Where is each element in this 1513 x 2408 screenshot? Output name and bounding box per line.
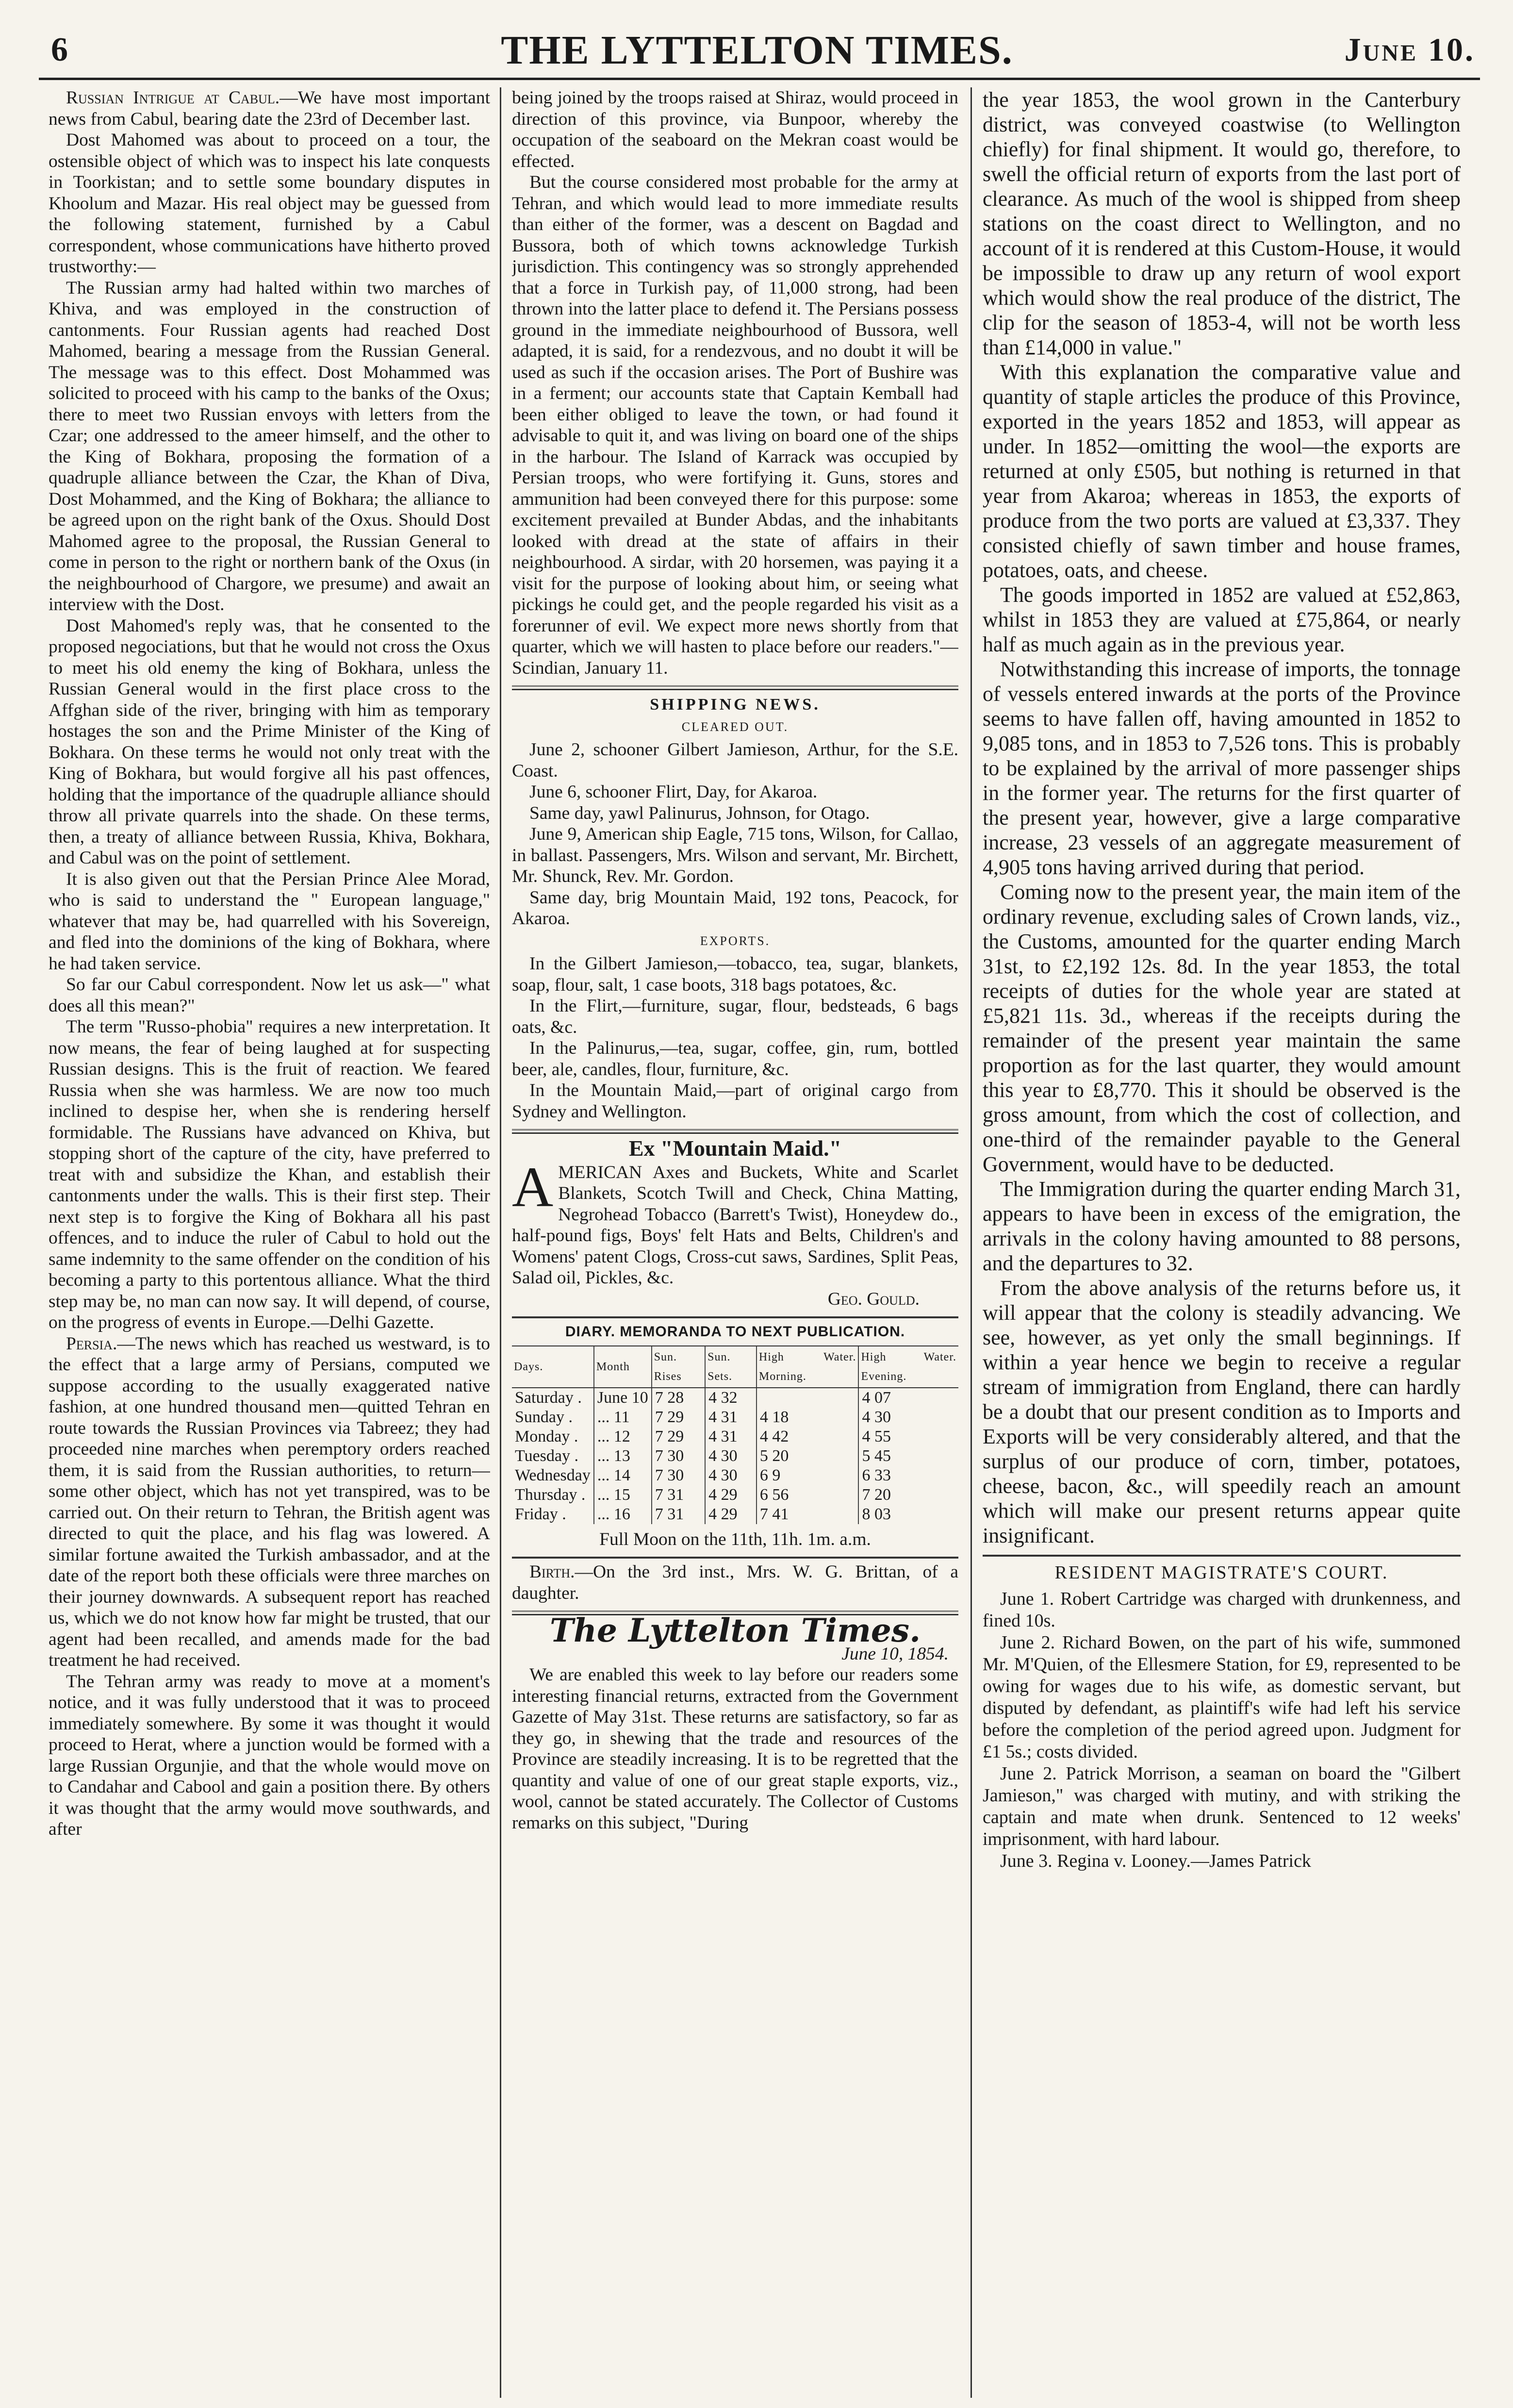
advert-title: Ex "Mountain Maid." — [628, 1136, 842, 1161]
diary-cell: 7 30 — [652, 1446, 705, 1466]
court-reports — [983, 1588, 1461, 1872]
diary-cell: 4 18 — [756, 1408, 859, 1427]
shipping-entry: June 9, American ship Eagle, 715 tons, Wilson, for Callao, in ballast. Passengers, Mrs. Wilson and servant, Mr. Birchett, Mr. Shunck, Rev. Mr. Gordon. — [512, 824, 958, 886]
diary-cell: 7 31 — [652, 1485, 705, 1505]
diary-row — [512, 1466, 958, 1485]
diary-cell: ... 14 — [594, 1466, 652, 1485]
shipping-entry: June 2, schooner Gilbert Jamieson, Arthur, for the S.E. Coast. — [512, 740, 958, 781]
diary-cell: 7 29 — [652, 1408, 705, 1427]
advert-signature: Geo. Gould. — [827, 1289, 920, 1309]
drop-cap: A — [512, 1155, 554, 1219]
diary-row — [512, 1427, 958, 1446]
export-entry: In the Mountain Maid,—part of original cargo from Sydney and Wellington. — [512, 1080, 958, 1122]
diary-cell: 6 9 — [756, 1466, 859, 1485]
diary-cell: 7 29 — [652, 1427, 705, 1446]
diary-cell: Monday . — [515, 1427, 578, 1445]
court-entry: June 3. Regina v. Looney.—James Patrick — [1000, 1851, 1311, 1871]
full-moon-note: Full Moon on the 11th, 11h. 1m. a.m. — [599, 1529, 871, 1549]
diary-cell: 4 55 — [858, 1427, 958, 1446]
diary-cell: ... 13 — [594, 1446, 652, 1466]
diary-table — [512, 1345, 958, 1524]
article-paragraph: being joined by the troops raised at Shiraz, would proceed in direction of this province, via Bunpoor, whereby the occupation of the seaboard on the Mekran coast would be effected. — [512, 88, 958, 171]
diary-cell: ... 16 — [594, 1505, 652, 1524]
diary-cell: 4 30 — [705, 1466, 756, 1485]
diary-cell: Wednesday — [515, 1466, 591, 1484]
court-entry: June 2. Patrick Morrison, a seaman on board the "Gilbert Jamieson," was charged with mutiny, and with striking the captain and mate when drunk. Sentenced to 12 weeks' imprisonment, with hard labour. — [983, 1763, 1461, 1849]
diary-cell: 7 41 — [756, 1505, 859, 1524]
exports-subheading: EXPORTS. — [700, 933, 771, 948]
editorial-paragraph: From the above analysis of the returns before us, it will appear that the colony is steadily advancing. We see, however, as yet only the small beginnings. If within a year hence we begin to receive a regular stream of immigration from England, there can hardly be a doubt that our present condition as to Imports and Exports will be very considerably altered, and that the surplus of our produce of corn, timber, potatoes, cheese, bacon, &c., will speedily reach an amount which will make our present returns appear quite insignificant. — [983, 1276, 1461, 1547]
diary-cell: 5 45 — [858, 1446, 958, 1466]
article-paragraph: The term "Russo-phobia" requires a new interpretation. It now means, the fear of being laughed at for suspecting Russian designs. This is the fruit of reaction. We feared Russia when she was harmless. We are now too much inclined to despise her, when she is rendering herself formidable. The Russians have advanced on Khiva, but stopping short of the capture of the city, have preferred to treat with and subsidize the Khan, and establish their cantonments under the walls. This is their first step. Their next step is to forgive the King of Bokhara all his past offences, and to induce the ruler of Cabul to hold out the same indemnity to the same offender on the condition of his becoming a party to this portentous alliance. What the third step may be, no man can now say. It will depend, of course, on the progress of events in Europe.—Delhi Gazette. — [49, 1017, 490, 1332]
shipping-entry: Same day, brig Mountain Maid, 192 tons, Peacock, for Akaroa. — [512, 887, 958, 929]
advert-body: AMERICAN Axes and Buckets, White and Scarlet Blankets, Scotch Twill and Check, China Matting, Negrohead Tobacco (Barrett's Twist), Honeydew do., half-pound figs, Boys' felt Hats and Belts, Children's and Womens' patent Clogs, Cross-cut saws, Sardines, Split Peas, Salad oil, Pickles, &c. — [512, 1155, 958, 1288]
diary-row — [512, 1505, 958, 1524]
newspaper-title: THE LYTTELTON TIMES. — [501, 28, 1013, 73]
diary-cell: 6 56 — [756, 1485, 859, 1505]
column-divider — [500, 87, 501, 2398]
article-paragraph: Dost Mahomed was about to proceed on a tour, the ostensible object of which was to inspect his late conquests in Toorkistan; and to settle some boundary disputes in Khoolum and Mazar. His real object may be guessed from the following statement, furnished by a Cabul correspondent, whose communications have hitherto proved trustworthy:— — [49, 130, 490, 277]
diary-row — [512, 1408, 958, 1427]
section-rule — [983, 1555, 1461, 1557]
editorial-dateline: June 10, 1854. — [841, 1644, 949, 1664]
court-entry: June 1. Robert Cartridge was charged with drunkenness, and fined 10s. — [983, 1589, 1461, 1631]
column-3 — [983, 87, 1461, 2398]
diary-cell: 5 20 — [756, 1446, 859, 1466]
cleared-out-subheading: CLEARED OUT. — [681, 719, 789, 734]
diary-cell: 7 31 — [652, 1505, 705, 1524]
article-paragraph: It is also given out that the Persian Prince Alee Morad, who is said to understand the " European language," whatever that may be, had quarrelled with his Sovereign, and fled into the dominions of the king of Bokhara, where he had taken service. — [49, 869, 490, 974]
diary-cell: Saturday . — [515, 1388, 582, 1407]
article-paragraph: The Tehran army was ready to move at a moment's notice, and it was fully understood that it was to proceed immediately somewhere. By some it was thought it would proceed to Herat, where a junction would be formed with a large Russian Orgunjie, and that the whole would move on to Candahar and Cabool and gain a position there. By others it was thought that the army would move southwards, and after — [49, 1671, 490, 1839]
diary-cell: 7 30 — [652, 1466, 705, 1485]
article-paragraph: The Russian army had halted within two marches of Khiva, and was employed in the construction of cantonments. Four Russian agents had reached Dost Mahomed, bearing a message from the Russian General. The message was to this effect. Dost Mohammed was solicited to proceed with his camp to the banks of the Oxus; there to meet two Russian envoys with letters from the Czar; one addressed to the ameer himself, and the other to the King of Bokhara, proposing the formation of a quadruple alliance between the Czar, the Khan of Diva, Dost Mohammed, and the King of Bokhara; the alliance to be agreed upon on the right bank of the Oxus. Should Dost Mahomed agree to the proposal, the Russian General to come in person to the right or northern bank of the Oxus (in the neighbourhood of Chargore, we presume) and await an interview with the Dost. — [49, 278, 490, 614]
diary-cell: Sunday . — [515, 1408, 573, 1426]
diary-cell: ... 11 — [594, 1408, 652, 1427]
column-1 — [49, 87, 490, 2398]
diary-cell: 4 07 — [858, 1388, 958, 1408]
export-entry: In the Palinurus,—tea, sugar, coffee, gin, rum, bottled beer, ale, candles, flour, furniture, &c. — [512, 1038, 958, 1079]
diary-header: High Water. Morning. — [756, 1346, 859, 1388]
section-rule — [512, 1316, 958, 1318]
diary-header: Month — [594, 1346, 652, 1388]
diary-cell: 7 20 — [858, 1485, 958, 1505]
issue-date: June 10. — [1344, 31, 1475, 68]
diary-cell: Tuesday . — [515, 1446, 578, 1465]
export-entry: In the Flirt,—furniture, sugar, flour, bedsteads, 6 bags oats, &c. — [512, 996, 958, 1037]
editorial-paragraph: the year 1853, the wool grown in the Canterbury district, was conveyed coastwise (to Wellington chiefly) for final shipment. It would go, therefore, to swell the official return of exports from the last port of clearance. As much of the wool is shipped from sheep stations on the coast direct to Wellington, and no account of it is rendered at this Custom-House, it would be impossible to draw up any return of wool export which would show the real produce of the district, The clip for the season of 1853-4, will not be worth less than £14,000 in value." — [983, 88, 1461, 359]
diary-row — [512, 1388, 958, 1408]
editorial-paragraph: The goods imported in 1852 are valued at £52,863, whilst in 1853 they are valued at £75,864, or nearly half as much again as in the previous year. — [983, 583, 1461, 656]
diary-header: High Water. Evening. — [858, 1346, 958, 1388]
masthead-rule — [39, 78, 1480, 80]
diary-cell: 4 29 — [705, 1505, 756, 1524]
diary-cell: ... 15 — [594, 1485, 652, 1505]
diary-cell: 4 31 — [705, 1427, 756, 1446]
birth-notice: Birth.—On the 3rd inst., Mrs. W. G. Brittan, of a daughter. — [512, 1562, 958, 1603]
diary-cell: Thursday . — [515, 1485, 586, 1504]
diary-cell: 4 42 — [756, 1427, 859, 1446]
diary-cell: 4 32 — [705, 1388, 756, 1408]
masthead — [34, 27, 1480, 75]
editorial-paragraph: The Immigration during the quarter ending March 31, appears to have been in excess of the emigration, the arrivals in the colony having amounted to 88 persons, and the departures to 32. — [983, 1177, 1461, 1275]
diary-row — [512, 1446, 958, 1466]
section-rule — [512, 1557, 958, 1559]
editorial-paragraph: Coming now to the present year, the main item of the ordinary revenue, excluding sales of Crown lands, viz., the Customs, amounted for the quarter ending March 31st, to £2,192 12s. 8d. In the year 1853, the total receipts of duties for the whole year are stated at £5,821 11s. 3d., whereas if the receipts during the remainder of the present year maintain the same proportion as for the last quarter, they would amount this year to £8,770. This it should be observed is the gross amount, from which the cost of collection, and one-third of the remainder payable to the General Government, would have to be deducted. — [983, 880, 1461, 1176]
page-number: 6 — [51, 31, 68, 68]
shipping-entry: June 6, schooner Flirt, Day, for Akaroa. — [529, 782, 818, 802]
export-entry: In the Gilbert Jamieson,—tobacco, tea, sugar, blankets, soap, flour, salt, 1 case boots, 318 bags potatoes, &c. — [512, 954, 958, 995]
article-paragraph: Russian Intrigue at Cabul.—We have most important news from Cabul, bearing date the 23rd of December last. — [49, 88, 490, 129]
diary-cell: 4 30 — [705, 1446, 756, 1466]
section-rule — [512, 685, 958, 690]
column-divider — [970, 87, 972, 2398]
court-entry: June 2. Richard Bowen, on the part of his wife, summoned Mr. M'Quien, of the Ellesmere Station, for £9, represented to be owing for wages due to his wife, as domestic servant, but disputed by defendant, as plaintiff's wife had left his service before the completion of the period agreed upon. Judgment for £1 5s.; costs divided. — [983, 1632, 1461, 1762]
article-paragraph: Persia.—The news which has reached us westward, is to the effect that a large army of Persians, computed we suppose according to the usually exaggerated native fashion, at one hundred thousand men—quitted Tehran en route towards the Russian Provinces via Tabreez; they had proceeded nine marches when peremptory orders reached them, it is said from the Russian authorities, to return—some other object, which has not yet transpired, was to be carried out. On their return to Tehran, the British agent was directed to quit the place, and his flag was lowered. A similar fortune awaited the Turkish ambassador, and at the date of the report both these officials were three marches on their journey downwards. A subsequent report has reached us, which we do not know how far might be trusted, that our agent had been recalled, and amends made for the bad treatment he had received. — [49, 1333, 490, 1670]
diary-header: Sun. Rises — [652, 1346, 705, 1388]
editorial-paragraph: Notwithstanding this increase of imports, the tonnage of vessels entered inwards at the ports of the Province seems to have fallen off, having amounted in 1852 to 9,085 tons, and in 1853 to 7,526 tons. This is probably to be explained by the arrival of more passenger ships in the former year. The returns for the first quarter of the present year, however, give a large comparative increase, 23 vessels of an aggregate measurement of 4,905 tons having arrived during that period. — [983, 657, 1461, 879]
diary-cell: 4 30 — [858, 1408, 958, 1427]
column-2 — [512, 87, 958, 2398]
editorial-nameplate: The Lyttelton Times. — [549, 1611, 921, 1649]
editorial-paragraph: We are enabled this week to lay before our readers some interesting financial returns, extracted from the Government Gazette of May 31st. These returns are satisfactory, so far as they go, in shewing that the trade and resources of the Province are steadily increasing. It is to be regretted that the quantity and value of one of our great staple exports, viz., wool, cannot be stated accurately. The Collector of Customs remarks on this subject, "During — [512, 1665, 958, 1833]
diary-cell: 7 28 — [652, 1388, 705, 1408]
section-rule — [512, 1129, 958, 1134]
diary-cell: 6 33 — [858, 1466, 958, 1485]
diary-title: DIARY. MEMORANDA TO NEXT PUBLICATION. — [565, 1324, 905, 1340]
diary-cell: ... 12 — [594, 1427, 652, 1446]
diary-cell: 4 31 — [705, 1408, 756, 1427]
diary-header: Sun. Sets. — [705, 1346, 756, 1388]
diary-cell: 4 29 — [705, 1485, 756, 1505]
article-paragraph: Dost Mahomed's reply was, that he consented to the proposed negociations, but that he would not cross the Oxus to meet his old enemy the king of Bokhara, unless the Russian General would in the first place cross to the Affghan side of the river, bringing with him as temporary hostages the son and the Prime Minister of the King of Bokhara. On these terms he would not only treat with the King of Bokhara, but would forgive all his past offences, holding that the importance of the quadruple alliance should throw all private quarrels into the shade. On these terms, then, a treaty of alliance between Russia, Khiva, Bokhara, and Cabul was on the point of settlement. — [49, 615, 490, 868]
shipping-entry: Same day, yawl Palinurus, Johnson, for Otago. — [529, 803, 870, 823]
court-heading: RESIDENT MAGISTRATE'S COURT. — [1054, 1562, 1389, 1583]
diary-header: Days. — [512, 1346, 594, 1388]
diary-cell: 8 03 — [858, 1505, 958, 1524]
diary-cell — [756, 1388, 859, 1408]
article-paragraph: So far our Cabul correspondent. Now let us ask—" what does all this mean?" — [49, 975, 490, 1016]
editorial-paragraph: With this explanation the comparative value and quantity of staple articles the produce of this Province, exported in the years 1852 and 1853, will appear as under. In 1852—omitting the wool—the exports are returned at only £505, but nothing is returned in that year from Akaroa; whereas in 1853, the exports of produce from the two ports are valued at £3,337. They consisted chiefly of sawn timber and house frames, potatoes, oats, and cheese. — [983, 360, 1461, 582]
diary-cell: June 10 — [594, 1388, 652, 1408]
diary-header-row — [512, 1346, 958, 1388]
article-paragraph: But the course considered most probable for the army at Tehran, and which would lead to more immediate results than either of the former, was a descent on Bagdad and Bussora, both of which towns acknowledge Turkish jurisdiction. This contingency was so strongly apprehended that a force in Turkish pay, of 11,000 strong, had been thrown into the latter place to defend it. The Persians possess ground in the immediate neighbourhood of Bussora, well adapted, it is said, for a rendezvous, and no doubt it will be used as such if the occasion arises. The Port of Bushire was in a ferment; our accounts state that Captain Kemball had been either obliged to leave the town, or had found it advisable to quit it, and was living on board one of the ships in the harbour. The Island of Karrack was occupied by Persian troops, who were fortifying it. Guns, stores and ammunition had been conveyed there for this purpose: some excitement prevailed at Bunder Abdas, and the inhabitants looked with dread at the state of affairs in their neighbourhood. A sirdar, with 20 horsemen, was paying it a visit for the purpose of looking about him, or seeing what pickings he could get, and the people regarded his visit as a forerunner of evil. We expect more news shortly from that quarter, which we will hasten to place before our readers."—Scindian, January 11. — [512, 172, 958, 678]
shipping-news-heading: SHIPPING NEWS. — [650, 696, 821, 714]
diary-row — [512, 1485, 958, 1505]
diary-cell: Friday . — [515, 1505, 566, 1523]
